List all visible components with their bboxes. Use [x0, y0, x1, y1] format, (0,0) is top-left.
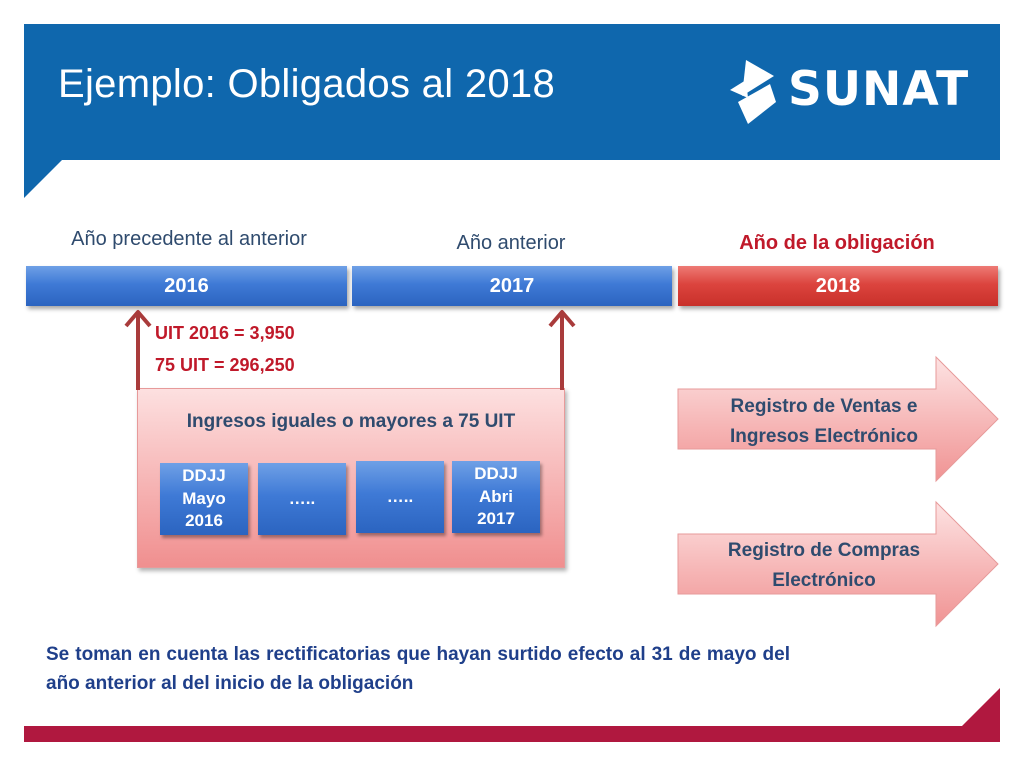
- registro-line: Electrónico: [772, 570, 876, 591]
- ingresos-title: Ingresos iguales o mayores a 75 UIT: [186, 411, 516, 432]
- registro-line: Registro de Ventas e: [730, 396, 918, 417]
- arrow-up-icon: [546, 306, 580, 390]
- ddjj-line: Mayo: [182, 488, 226, 508]
- sunat-logo-icon: [728, 58, 788, 128]
- ddjj-line: DDJJ: [474, 463, 518, 483]
- ddjj-abril-2017: [452, 461, 540, 533]
- sunat-logo: [728, 58, 978, 128]
- sunat-logo-text: SUNAT: [788, 62, 970, 117]
- ingresos-box: [137, 388, 565, 568]
- ddjj-line: 2017: [477, 509, 515, 529]
- year-bar-2018: 2018: [678, 266, 998, 306]
- label-year-2018: Año de la obligación: [739, 232, 935, 254]
- arrow-up-icon: [122, 306, 156, 390]
- ddjj-line: …..: [386, 486, 414, 506]
- registro-ventas-label: [678, 392, 970, 452]
- slide-title: Ejemplo: Obligados al 2018: [58, 62, 555, 106]
- uit-2016-line: UIT 2016 = 3,950: [155, 323, 295, 343]
- ddjj-ellipsis-1: [258, 463, 346, 535]
- ddjj-mayo-2016: [160, 463, 248, 535]
- year-bar-2016: 2016: [26, 266, 347, 306]
- ddjj-line: Abri: [479, 486, 513, 506]
- ddjj-line: 2016: [185, 511, 223, 531]
- ddjj-line: …..: [288, 488, 316, 508]
- year-bar-2017: 2017: [352, 266, 672, 306]
- registro-compras-label: [678, 536, 970, 596]
- registro-line: Registro de Compras: [727, 540, 921, 561]
- ddjj-line: DDJJ: [182, 465, 226, 485]
- uit-75-line: 75 UIT = 296,250: [155, 355, 295, 375]
- label-year-2016: Año precedente al anterior: [71, 228, 307, 250]
- label-year-2017: Año anterior: [456, 232, 566, 254]
- registro-line: Ingresos Electrónico: [730, 426, 918, 447]
- rectificatorias-note: Se toman en cuenta las rectificatorias que hayan surtido efecto al 31 de mayo del año anterior al del inicio de la obligación: [46, 644, 790, 694]
- ddjj-ellipsis-2: [356, 461, 444, 533]
